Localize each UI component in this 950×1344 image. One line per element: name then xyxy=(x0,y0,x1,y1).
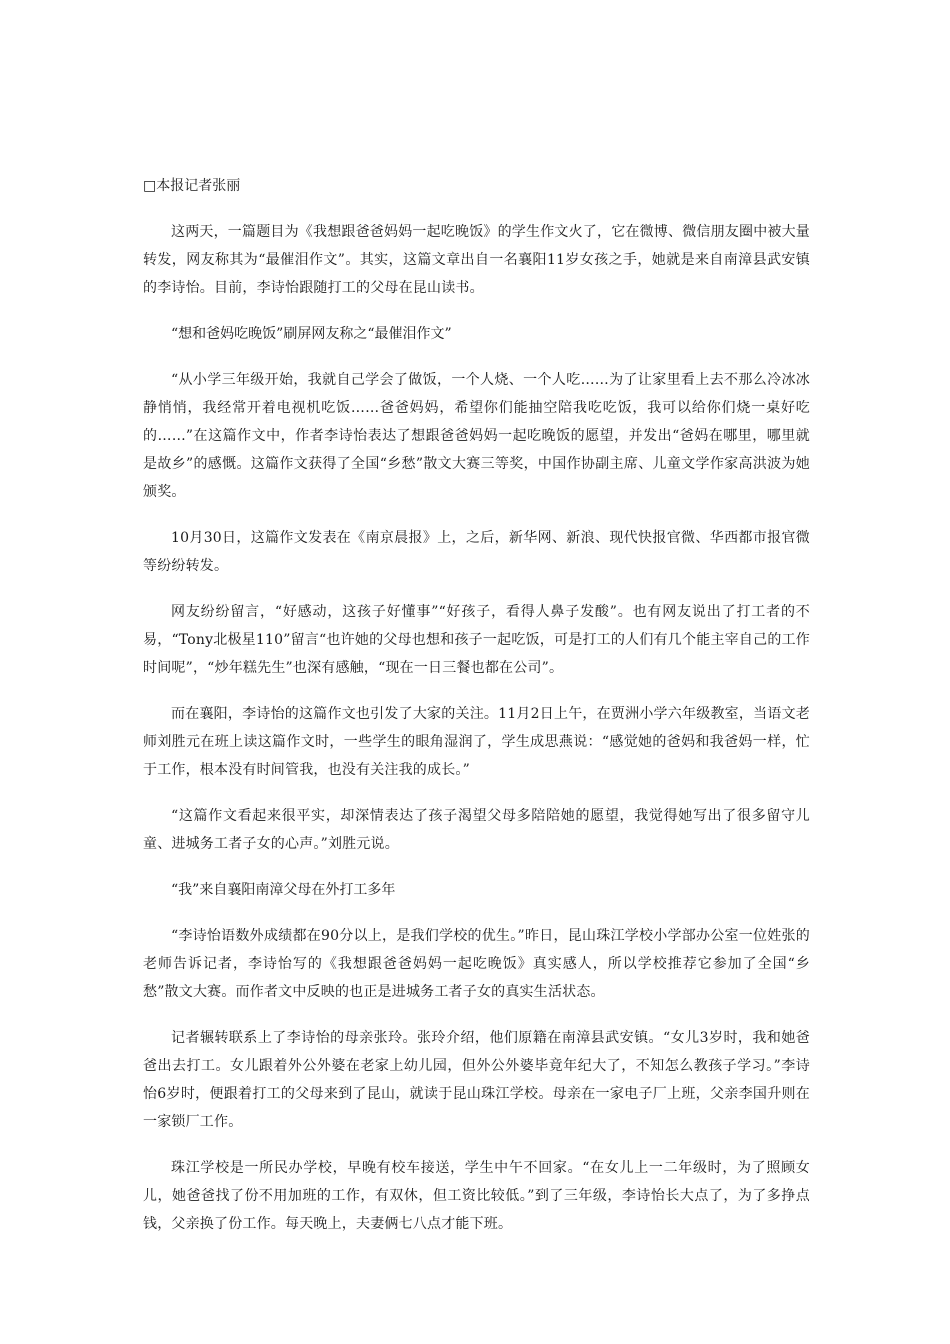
section-heading: “想和爸妈吃晚饭”刷屏网友称之“最催泪作文” xyxy=(171,326,452,342)
paragraph: 网友纷纷留言，“好感动，这孩子好懂事”“好孩子，看得人鼻子发酸”。也有网友说出了打工者的不易，“Tony北极星110”留言“也许她的父母也想和孩子一起吃饭，可是打工的人们有几个能主宰自己的工作时间呢”，“炒年糕先生”也深有感触，“现在一日三餐也都在公司”。 xyxy=(143,604,810,676)
article xyxy=(143,172,810,1256)
paragraph: 10月30日，这篇作文发表在《南京晨报》上，之后，新华网、新浪、现代快报官微、华西都市报官微等纷纷转发。 xyxy=(143,530,810,574)
paragraph: 而在襄阳，李诗怡的这篇作文也引发了大家的关注。11月2日上午，在贾洲小学六年级教室，当语文老师刘胜元在班上读这篇作文时，一些学生的眼角湿润了，学生成思燕说：“感觉她的爸妈和我爸妈一样，忙于工作，根本没有时间管我，也没有关注我的成长。” xyxy=(143,706,810,778)
section-heading: “我”来自襄阳南漳父母在外打工多年 xyxy=(171,882,396,898)
byline: □本报记者张丽 xyxy=(143,178,241,194)
paragraph: 这两天，一篇题目为《我想跟爸爸妈妈一起吃晚饭》的学生作文火了，它在微博、微信朋友圈中被大量转发，网友称其为“最催泪作文”。其实，这篇文章出自一名襄阳11岁女孩之手，她就是来自南漳县武安镇的李诗怡。目前，李诗怡跟随打工的父母在昆山读书。 xyxy=(143,224,810,296)
paragraph: “李诗怡语数外成绩都在90分以上，是我们学校的优生。”昨日，昆山珠江学校小学部办公室一位姓张的老师告诉记者，李诗怡写的《我想跟爸爸妈妈一起吃晚饭》真实感人，所以学校推荐它参加了全国“乡愁”散文大赛。而作者文中反映的也正是进城务工者子女的真实生活状态。 xyxy=(143,928,810,1000)
paragraph: 珠江学校是一所民办学校，早晚有校车接送，学生中午不回家。“在女儿上一二年级时，为了照顾女儿，她爸爸找了份不用加班的工作，有双休，但工资比较低。”到了三年级，李诗怡长大点了，为了多挣点钱，父亲换了份工作。每天晚上，夫妻俩七八点才能下班。 xyxy=(143,1160,810,1232)
paragraph: “从小学三年级开始，我就自己学会了做饭，一个人烧、一个人吃……为了让家里看上去不那么冷冰冰静悄悄，我经常开着电视机吃饭……爸爸妈妈，希望你们能抽空陪我吃吃饭，我可以给你们烧一桌好吃的……”在这篇作文中，作者李诗怡表达了想跟爸爸妈妈一起吃晚饭的愿望，并发出“爸妈在哪里，哪里就是故乡”的感慨。这篇作文获得了全国“乡愁”散文大赛三等奖，中国作协副主席、儿童文学作家高洪波为她颁奖。 xyxy=(143,372,810,500)
paragraph: 记者辗转联系上了李诗怡的母亲张玲。张玲介绍，他们原籍在南漳县武安镇。“女儿3岁时，我和她爸爸出去打工。女儿跟着外公外婆在老家上幼儿园，但外公外婆毕竟年纪大了，不知怎么教孩子学习。”李诗怡6岁时，便跟着打工的父母来到了昆山，就读于昆山珠江学校。母亲在一家电子厂上班，父亲李国升则在一家锁厂工作。 xyxy=(143,1030,810,1130)
paragraph: “这篇作文看起来很平实，却深情表达了孩子渴望父母多陪陪她的愿望，我觉得她写出了很多留守儿童、进城务工者子女的心声。”刘胜元说。 xyxy=(143,808,810,852)
